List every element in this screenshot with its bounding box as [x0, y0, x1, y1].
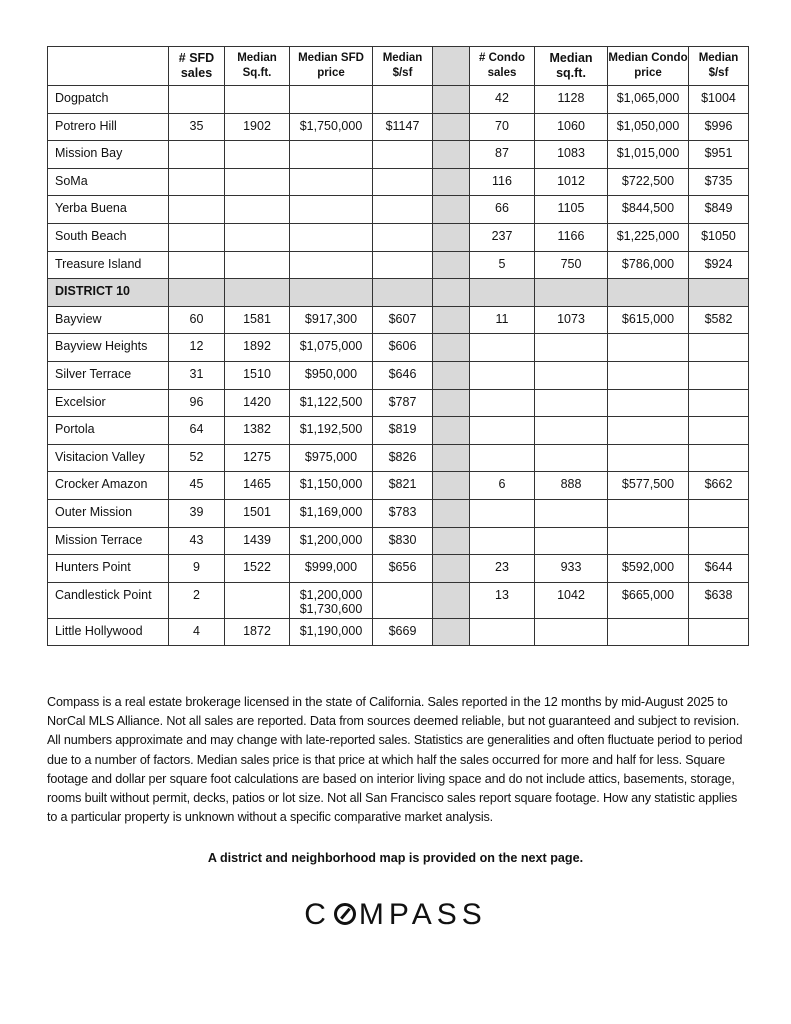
gap-cell: [433, 499, 470, 527]
gap-cell: [433, 582, 470, 618]
cell-sfd-sqft: [225, 196, 290, 224]
table-row: [48, 618, 749, 646]
cell-condo-ppsf: $924: [689, 251, 749, 279]
header-sfd-sales: # SFD sales: [169, 47, 225, 86]
cell-condo-sqft: 888: [535, 472, 608, 500]
cell-condo-sqft: 1073: [535, 306, 608, 334]
cell-name: Dogpatch: [48, 86, 169, 114]
cell-sfd-price: [290, 86, 373, 114]
gap-cell: [433, 196, 470, 224]
gap-cell: [433, 389, 470, 417]
cell-name: Crocker Amazon: [48, 472, 169, 500]
cell-condo-price: [608, 417, 689, 445]
cell-sfd-price: [290, 251, 373, 279]
cell-condo-price: $1,065,000: [608, 86, 689, 114]
cell-condo-sales: [470, 279, 535, 307]
cell-sfd-ppsf: [373, 141, 433, 169]
cell-condo-sales: [470, 389, 535, 417]
cell-condo-sales: 23: [470, 555, 535, 583]
cell-condo-sqft: [535, 444, 608, 472]
cell-condo-sqft: [535, 279, 608, 307]
table-row: [48, 334, 749, 362]
header-condo-sqft: Median sq.ft.: [535, 47, 608, 86]
cell-condo-ppsf: [689, 499, 749, 527]
cell-sfd-ppsf: $783: [373, 499, 433, 527]
cell-name: SoMa: [48, 168, 169, 196]
cell-sfd-price: $1,200,000: [290, 527, 373, 555]
cell-condo-price: [608, 527, 689, 555]
cell-name: Visitacion Valley: [48, 444, 169, 472]
cell-condo-sales: 6: [470, 472, 535, 500]
cell-sfd-price: [290, 141, 373, 169]
price-line-2: $1,730,600: [299, 601, 363, 616]
cell-condo-price: $1,015,000: [608, 141, 689, 169]
header-sfd-ppsf: Median $/sf: [373, 47, 433, 86]
cell-condo-price: $844,500: [608, 196, 689, 224]
header-sfd-sqft: Median Sq.ft.: [225, 47, 290, 86]
cell-sfd-sqft: 1420: [225, 389, 290, 417]
cell-sfd-price: $917,300: [290, 306, 373, 334]
cell-condo-ppsf: [689, 334, 749, 362]
table-row: [48, 113, 749, 141]
cell-condo-sqft: [535, 527, 608, 555]
table-row: [48, 582, 749, 618]
cell-name: Candlestick Point: [48, 582, 169, 618]
cell-sfd-price: [290, 582, 373, 618]
gap-cell: [433, 168, 470, 196]
cell-condo-ppsf: [689, 417, 749, 445]
cell-condo-price: $577,500: [608, 472, 689, 500]
cell-name: Bayview Heights: [48, 334, 169, 362]
cell-condo-ppsf: $951: [689, 141, 749, 169]
logo-text-end: MPASS: [358, 898, 487, 931]
cell-sfd-price: $1,122,500: [290, 389, 373, 417]
cell-condo-price: $665,000: [608, 582, 689, 618]
cell-condo-sales: 237: [470, 223, 535, 251]
cell-condo-sales: 13: [470, 582, 535, 618]
table-row: [48, 141, 749, 169]
cell-sfd-sqft: 1275: [225, 444, 290, 472]
cell-condo-sales: [470, 618, 535, 646]
cell-condo-ppsf: $1004: [689, 86, 749, 114]
table-row: [48, 196, 749, 224]
cell-name: Yerba Buena: [48, 196, 169, 224]
cell-condo-sqft: 1012: [535, 168, 608, 196]
cell-name: Hunters Point: [48, 555, 169, 583]
cell-sfd-price: $999,000: [290, 555, 373, 583]
cell-sfd-sqft: 1902: [225, 113, 290, 141]
gap-cell: [433, 141, 470, 169]
cell-condo-price: $615,000: [608, 306, 689, 334]
gap-cell: [433, 334, 470, 362]
cell-name: Potrero Hill: [48, 113, 169, 141]
cell-sfd-sqft: [225, 141, 290, 169]
cell-condo-price: [608, 444, 689, 472]
header-condo-ppsf: Median $/sf: [689, 47, 749, 86]
table-row: [48, 168, 749, 196]
gap-cell: [433, 86, 470, 114]
cell-condo-sales: 5: [470, 251, 535, 279]
cell-condo-sqft: 1166: [535, 223, 608, 251]
cell-name: Portola: [48, 417, 169, 445]
table-row: [48, 223, 749, 251]
cell-sfd-ppsf: [373, 86, 433, 114]
cell-sfd-sqft: 1439: [225, 527, 290, 555]
cell-sfd-sales: [169, 196, 225, 224]
cell-condo-ppsf: $582: [689, 306, 749, 334]
gap-cell: [433, 113, 470, 141]
cell-sfd-sales: 2: [169, 582, 225, 618]
cell-condo-ppsf: $849: [689, 196, 749, 224]
cell-sfd-price: [290, 196, 373, 224]
gap-cell: [433, 472, 470, 500]
cell-sfd-sales: 35: [169, 113, 225, 141]
header-row: [48, 47, 749, 86]
cell-sfd-sales: [169, 223, 225, 251]
table-row: [48, 361, 749, 389]
cell-sfd-sqft: 1892: [225, 334, 290, 362]
cell-condo-sqft: [535, 618, 608, 646]
cell-sfd-price: $1,150,000: [290, 472, 373, 500]
cell-sfd-sqft: [225, 279, 290, 307]
cell-condo-sqft: [535, 417, 608, 445]
cell-sfd-sqft: [225, 251, 290, 279]
cell-sfd-sales: 64: [169, 417, 225, 445]
table-row: [48, 417, 749, 445]
map-note: A district and neighborhood map is provided on the next page.: [207, 851, 584, 865]
cell-condo-ppsf: [689, 279, 749, 307]
gap-cell: [433, 223, 470, 251]
cell-name: Bayview: [48, 306, 169, 334]
cell-name: Silver Terrace: [48, 361, 169, 389]
cell-condo-ppsf: [689, 444, 749, 472]
cell-sfd-sqft: [225, 86, 290, 114]
cell-condo-sqft: 1105: [535, 196, 608, 224]
cell-name: Outer Mission: [48, 499, 169, 527]
cell-sfd-ppsf: $830: [373, 527, 433, 555]
cell-condo-price: [608, 334, 689, 362]
cell-condo-sqft: [535, 499, 608, 527]
cell-name: Mission Bay: [48, 141, 169, 169]
sales-statistics-table: [47, 46, 749, 646]
cell-sfd-price: $1,075,000: [290, 334, 373, 362]
compass-logo: [0, 898, 791, 932]
cell-name: Treasure Island: [48, 251, 169, 279]
cell-sfd-sales: 43: [169, 527, 225, 555]
cell-condo-sales: 66: [470, 196, 535, 224]
cell-sfd-ppsf: $1147: [373, 113, 433, 141]
cell-sfd-ppsf: [373, 279, 433, 307]
header-condo-price: Median Condo price: [608, 47, 689, 86]
cell-sfd-ppsf: $821: [373, 472, 433, 500]
gap-cell: [433, 417, 470, 445]
cell-sfd-ppsf: $787: [373, 389, 433, 417]
cell-sfd-sales: 4: [169, 618, 225, 646]
cell-condo-sales: [470, 444, 535, 472]
table-row: [48, 444, 749, 472]
cell-condo-sales: [470, 527, 535, 555]
cell-condo-ppsf: [689, 618, 749, 646]
cell-name: South Beach: [48, 223, 169, 251]
gap-cell: [433, 444, 470, 472]
cell-sfd-sales: 12: [169, 334, 225, 362]
cell-condo-sales: 116: [470, 168, 535, 196]
cell-sfd-ppsf: $669: [373, 618, 433, 646]
cell-sfd-sales: 96: [169, 389, 225, 417]
cell-condo-sqft: 1042: [535, 582, 608, 618]
cell-sfd-ppsf: [373, 223, 433, 251]
cell-sfd-sqft: [225, 168, 290, 196]
compass-o-icon: [334, 903, 356, 925]
cell-sfd-sales: [169, 279, 225, 307]
cell-sfd-sales: [169, 141, 225, 169]
cell-sfd-ppsf: [373, 168, 433, 196]
cell-sfd-ppsf: $607: [373, 306, 433, 334]
cell-condo-price: $786,000: [608, 251, 689, 279]
gap-cell: [433, 361, 470, 389]
cell-condo-price: [608, 499, 689, 527]
cell-sfd-price: $1,192,500: [290, 417, 373, 445]
cell-condo-ppsf: $644: [689, 555, 749, 583]
header-neighborhood: [48, 47, 169, 86]
cell-condo-sales: [470, 334, 535, 362]
cell-sfd-sqft: 1465: [225, 472, 290, 500]
district-header-row: [48, 279, 749, 307]
cell-sfd-price: $1,169,000: [290, 499, 373, 527]
table-row: [48, 306, 749, 334]
cell-condo-sqft: [535, 361, 608, 389]
disclaimer-text: Compass is a real estate brokerage licensed in the state of California. Sales reported in the 12 months by mid-August 2025 to NorCal MLS Alliance. Not all sales are reported. Data from sources deemed reliable, but not guaranteed and subject to revision. All numbers approximate and may change with late-reported sales. Statistics are generalities and often fluctuate period to period due to a number of factors. Median sales price is that price at which half the sales occurred for more and half for less. Square footage and dollar per square foot calculations are based on interior living space and do not include attics, basements, storage, rooms built without permit, decks, patios or lot size. Not all San Francisco sales report square footage. How any statistic applies to a particular property is unknown without a specific comparative market analysis.: [47, 695, 743, 825]
cell-condo-sqft: [535, 334, 608, 362]
header-condo-sales: # Condo sales: [470, 47, 535, 86]
price-line-1: $1,200,000: [299, 587, 363, 602]
cell-sfd-sales: [169, 251, 225, 279]
cell-condo-price: [608, 618, 689, 646]
table-row: [48, 499, 749, 527]
cell-condo-price: $722,500: [608, 168, 689, 196]
table-row: [48, 472, 749, 500]
table-row: [48, 389, 749, 417]
cell-condo-price: [608, 389, 689, 417]
gap-cell: [433, 251, 470, 279]
cell-name: Little Hollywood: [48, 618, 169, 646]
cell-sfd-ppsf: $819: [373, 417, 433, 445]
gap-cell: [433, 279, 470, 307]
cell-sfd-price: [290, 279, 373, 307]
cell-condo-ppsf: $662: [689, 472, 749, 500]
cell-name: Mission Terrace: [48, 527, 169, 555]
cell-sfd-price: $1,750,000: [290, 113, 373, 141]
table-row: [48, 527, 749, 555]
cell-sfd-sqft: [225, 582, 290, 618]
cell-sfd-sales: 60: [169, 306, 225, 334]
cell-sfd-price: $950,000: [290, 361, 373, 389]
cell-sfd-sales: 45: [169, 472, 225, 500]
cell-condo-sales: [470, 417, 535, 445]
cell-condo-sqft: 750: [535, 251, 608, 279]
cell-condo-price: $592,000: [608, 555, 689, 583]
table-row: [48, 86, 749, 114]
header-sfd-price: Median SFD price: [290, 47, 373, 86]
cell-condo-sqft: 1128: [535, 86, 608, 114]
logo-text-start: C: [304, 898, 331, 931]
gap-cell: [433, 306, 470, 334]
cell-sfd-sqft: 1522: [225, 555, 290, 583]
cell-condo-price: $1,225,000: [608, 223, 689, 251]
cell-sfd-ppsf: $826: [373, 444, 433, 472]
gap-cell: [433, 527, 470, 555]
cell-condo-sqft: 1060: [535, 113, 608, 141]
cell-sfd-sqft: 1872: [225, 618, 290, 646]
cell-sfd-sqft: 1581: [225, 306, 290, 334]
cell-sfd-sales: [169, 86, 225, 114]
cell-condo-sales: [470, 361, 535, 389]
cell-condo-sales: 70: [470, 113, 535, 141]
cell-sfd-ppsf: [373, 251, 433, 279]
table-row: [48, 251, 749, 279]
cell-sfd-sales: 39: [169, 499, 225, 527]
table-row: [48, 555, 749, 583]
cell-condo-sales: [470, 499, 535, 527]
cell-condo-ppsf: $996: [689, 113, 749, 141]
cell-condo-ppsf: [689, 389, 749, 417]
cell-condo-price: [608, 361, 689, 389]
cell-condo-ppsf: $735: [689, 168, 749, 196]
cell-condo-ppsf: [689, 527, 749, 555]
table-body: [48, 86, 749, 646]
cell-sfd-ppsf: [373, 582, 433, 618]
cell-sfd-sqft: 1510: [225, 361, 290, 389]
cell-sfd-ppsf: $646: [373, 361, 433, 389]
cell-sfd-price: [290, 223, 373, 251]
cell-sfd-sqft: 1382: [225, 417, 290, 445]
cell-condo-sqft: 1083: [535, 141, 608, 169]
cell-name: Excelsior: [48, 389, 169, 417]
cell-sfd-sales: 31: [169, 361, 225, 389]
gap-cell: [433, 555, 470, 583]
cell-condo-sqft: 933: [535, 555, 608, 583]
cell-sfd-ppsf: [373, 196, 433, 224]
cell-condo-sales: 42: [470, 86, 535, 114]
cell-sfd-sales: 52: [169, 444, 225, 472]
cell-condo-ppsf: [689, 361, 749, 389]
cell-condo-sales: 87: [470, 141, 535, 169]
gap-cell: [433, 618, 470, 646]
cell-condo-price: $1,050,000: [608, 113, 689, 141]
cell-condo-sqft: [535, 389, 608, 417]
cell-sfd-sales: [169, 168, 225, 196]
header-gap: [433, 47, 470, 86]
cell-sfd-sales: 9: [169, 555, 225, 583]
cell-name: DISTRICT 10: [48, 279, 169, 307]
cell-sfd-ppsf: $606: [373, 334, 433, 362]
cell-sfd-price: $1,190,000: [290, 618, 373, 646]
cell-sfd-sqft: 1501: [225, 499, 290, 527]
cell-sfd-price: $975,000: [290, 444, 373, 472]
cell-condo-sales: 11: [470, 306, 535, 334]
cell-sfd-price: [290, 168, 373, 196]
cell-condo-ppsf: $638: [689, 582, 749, 618]
cell-condo-ppsf: $1050: [689, 223, 749, 251]
cell-sfd-sqft: [225, 223, 290, 251]
cell-condo-price: [608, 279, 689, 307]
cell-sfd-ppsf: $656: [373, 555, 433, 583]
